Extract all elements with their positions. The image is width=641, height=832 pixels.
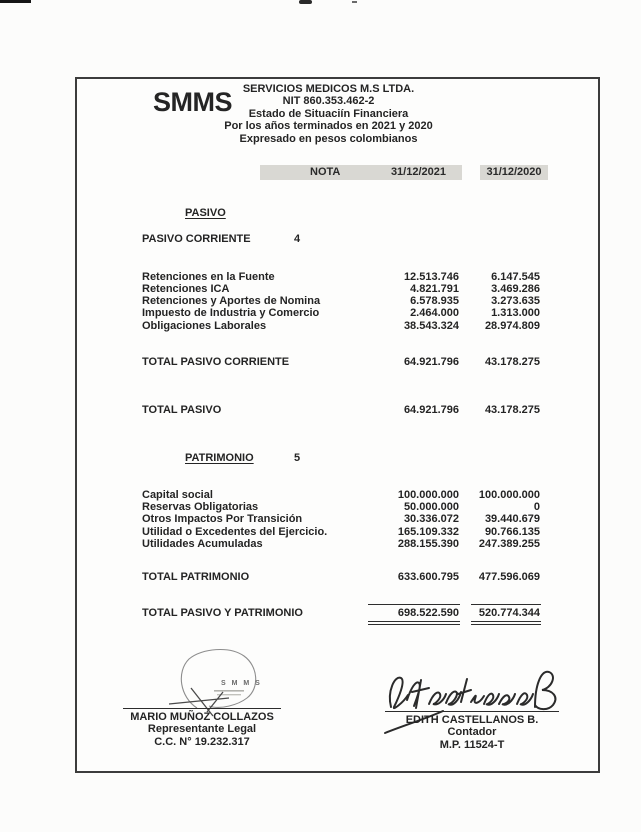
value-2020: 247.389.255 xyxy=(478,538,540,550)
signatory-id: M.P. 11524-T xyxy=(439,738,505,751)
line-item-label: Otros Impactos Por Transición xyxy=(142,513,303,525)
signatory-role: Representante Legal xyxy=(147,723,257,736)
value-2021: 4.821.791 xyxy=(410,283,459,295)
value-2020: 100.000.000 xyxy=(478,489,540,501)
total-row xyxy=(77,404,598,417)
value-2021: 2.464.000 xyxy=(410,307,459,319)
nota-ref: 5 xyxy=(293,452,301,464)
nota-ref: 4 xyxy=(293,233,301,245)
line-item-label: Reservas Obligatorias xyxy=(142,501,259,513)
signatory-name: EDITH CASTELLANOS B. xyxy=(405,714,539,726)
value-2020: 28.974.809 xyxy=(484,320,540,332)
line-item-label: Obligaciones Laborales xyxy=(142,320,267,332)
value-2020: 6.147.545 xyxy=(491,271,540,283)
line-item-row xyxy=(77,307,598,320)
signature-line xyxy=(123,708,281,709)
value-2021: 698.522.590 xyxy=(368,604,460,625)
line-item-row xyxy=(77,513,598,526)
section-heading-patrimonio: PATRIMONIO xyxy=(185,452,254,464)
line-item-label: Retenciones en la Fuente xyxy=(142,271,275,283)
scan-artifact xyxy=(0,0,31,3)
signatory-id: C.C. N° 19.232.317 xyxy=(154,735,250,748)
signatory-signature xyxy=(383,667,561,715)
value-2020: 39.440.679 xyxy=(484,513,540,525)
line-item-label: Utilidades Acumuladas xyxy=(142,538,263,550)
stamp-fineprint xyxy=(214,690,244,692)
value-2020: 43.178.275 xyxy=(484,356,540,368)
value-2021: 165.109.332 xyxy=(397,526,459,538)
statement-title: Estado de Situaciín Financiera xyxy=(248,107,409,120)
section-heading-pasivo: PASIVO xyxy=(185,207,226,219)
signature-line xyxy=(385,711,559,712)
value-2021: 64.921.796 xyxy=(403,356,459,368)
value-2020: 520.774.344 xyxy=(471,604,541,625)
value-2021: 100.000.000 xyxy=(397,489,459,501)
value-2021: 6.578.935 xyxy=(410,295,459,307)
line-item-label: Retenciones ICA xyxy=(142,283,230,295)
value-2021: 12.513.746 xyxy=(403,271,459,283)
company-logo: SMMS xyxy=(153,87,232,117)
section-row xyxy=(77,207,598,220)
value-2020: 1.313.000 xyxy=(491,307,540,319)
line-item-label: Capital social xyxy=(142,489,213,501)
signatory-block-left xyxy=(107,711,297,748)
value-2020: 90.766.135 xyxy=(484,526,540,538)
column-header-band xyxy=(260,165,462,180)
value-2021: 64.921.796 xyxy=(403,404,459,416)
value-2021: 288.155.390 xyxy=(397,538,459,550)
document-frame xyxy=(75,77,600,773)
value-2021: 633.600.795 xyxy=(397,571,459,583)
value-2020: 477.596.069 xyxy=(478,571,540,583)
scan-artifact xyxy=(352,1,357,3)
line-item-label: Retenciones y Aportes de Nomina xyxy=(142,295,321,307)
total-row xyxy=(77,571,598,584)
company-nit: NIT 860.353.462-2 xyxy=(282,95,375,108)
signatory-role: Contador xyxy=(447,726,497,739)
value-2021: 50.000.000 xyxy=(403,501,459,513)
value-2020: 3.273.635 xyxy=(491,295,540,307)
statement-period: Por los años terminados en 2021 y 2020 xyxy=(224,120,433,133)
total-row xyxy=(77,356,598,369)
value-2020: 3.469.286 xyxy=(491,283,540,295)
column-header-2020: 31/12/2020 xyxy=(480,165,548,180)
line-item-row xyxy=(77,320,598,333)
document-header xyxy=(68,83,589,145)
value-2020: 0 xyxy=(533,501,540,513)
subsection-row xyxy=(77,233,598,246)
value-2021: 38.543.324 xyxy=(403,320,459,332)
signatory-name: MARIO MUÑOZ COLLAZOS xyxy=(130,711,274,723)
value-2020: 43.178.275 xyxy=(484,404,540,416)
column-header-2021: 31/12/2021 xyxy=(390,166,446,178)
currency-note: Expresado en pesos colombianos xyxy=(239,132,418,145)
total-label: TOTAL PATRIMONIO xyxy=(142,571,250,583)
subsection-pasivo-corriente: PASIVO CORRIENTE xyxy=(142,233,251,245)
line-item-label: Impuesto de Industria y Comercio xyxy=(142,307,320,319)
section-row xyxy=(77,452,598,465)
value-2021: 30.336.072 xyxy=(403,513,459,525)
grand-total-label: TOTAL PASIVO Y PATRIMONIO xyxy=(142,607,303,619)
scan-artifact xyxy=(299,0,312,4)
line-item-label: Utilidad o Excedentes del Ejercicio. xyxy=(142,526,328,538)
company-name: SERVICIOS MEDICOS M.S LTDA. xyxy=(242,83,415,95)
line-item-row xyxy=(77,538,598,551)
stamp-text: S M M S xyxy=(221,680,262,687)
total-label: TOTAL PASIVO CORRIENTE xyxy=(142,356,290,368)
total-label: TOTAL PASIVO xyxy=(142,404,222,416)
signatory-block-right xyxy=(377,714,567,751)
column-header-nota: NOTA xyxy=(310,166,341,178)
